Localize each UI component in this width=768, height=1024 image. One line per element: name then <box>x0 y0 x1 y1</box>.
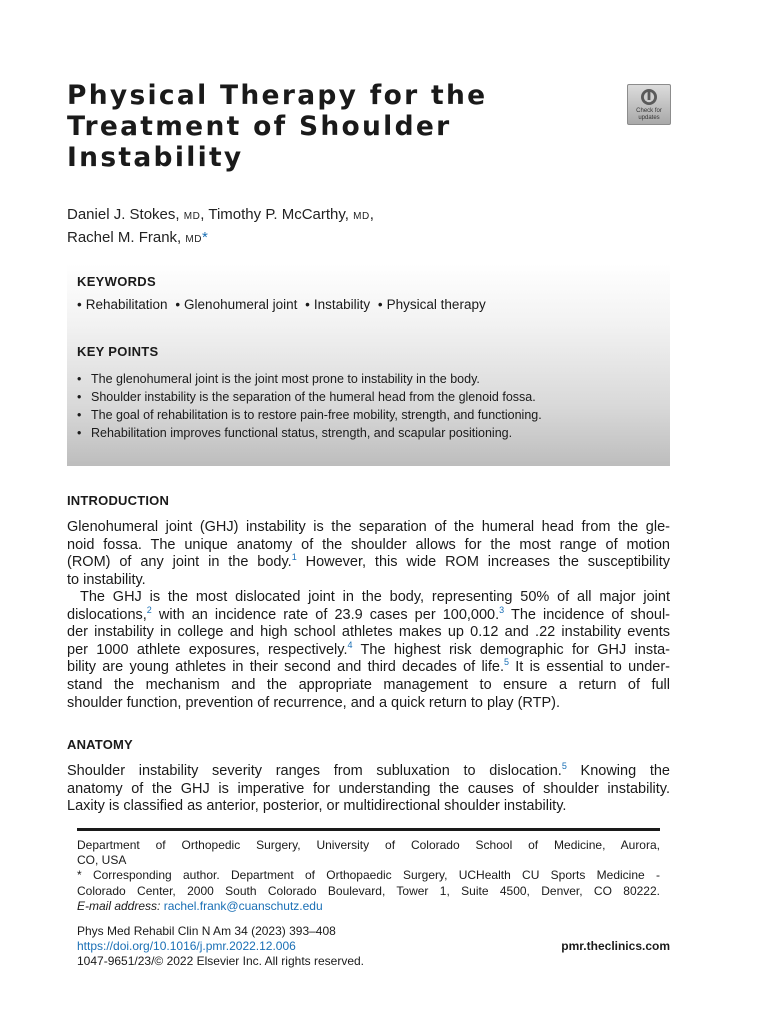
list-item: • Rehabilitation improves functional status, strength, and scapular positioning. <box>77 426 513 440</box>
journal-website[interactable]: pmr.theclinics.com <box>561 939 670 953</box>
title-line: Physical Therapy for the <box>67 80 488 111</box>
reference-link[interactable]: 5 <box>561 761 567 772</box>
introduction-heading: INTRODUCTION <box>67 493 170 508</box>
author-degree: MD <box>185 234 202 245</box>
reference-link[interactable]: 1 <box>291 552 297 563</box>
title-line: Instability <box>67 142 244 173</box>
author-name: Rachel M. Frank, <box>67 229 182 246</box>
keywords-heading: KEYWORDS <box>77 274 156 289</box>
journal-citation: Phys Med Rehabil Clin N Am 34 (2023) 393–408 <box>77 924 336 938</box>
keywords-list: • Rehabilitation • Glenohumeral joint • Instability • Physical therapy <box>77 297 486 312</box>
list-item: • Shoulder instability is the separation of the humeral head from the glenoid fossa. <box>77 390 536 404</box>
introduction-paragraph-2: The GHJ is the most dislocated joint in the body, representing 50% of all major joint dislocations,$^2$ with an incidence rate of 23.9 cases per 100,000.$^3$ The incidence of shoul- der instability in college and high school athletes makes up 0.12 and .22 instability events per 1000 athlete exposures, respectively.$^4$ The highest risk demographic for GHJ insta- bility are young athletes in their second and third decades of life.$^5$ It is essential to under- stand the mechanism and the appropriate management to ensure a return of full shoulder function, prevention of recurrence, and a quick return to play (RTP). <box>67 589 671 711</box>
keyword: Instability <box>313 297 371 312</box>
corresponding-author-link[interactable]: * <box>201 229 208 246</box>
author-name: Daniel J. Stokes, <box>67 206 180 223</box>
author-line: Daniel J. Stokes, MD, Timothy P. McCarthy, MD, <box>67 206 374 223</box>
keyword: Physical therapy <box>386 297 486 312</box>
title-line: Treatment of Shoulder <box>67 111 452 142</box>
reference-link[interactable]: 5 <box>504 657 510 668</box>
copyright-text: 1047-9651/23/© 2022 Elsevier Inc. All rights reserved. <box>77 954 365 969</box>
author-list <box>67 204 374 250</box>
keywords-box <box>67 264 670 466</box>
footnote-affiliation: Department of Orthopedic Surgery, University of Colorado School of Medicine, Aurora, CO, USA * Corresponding author. Department of Orthopaedic Surgery, UCHealth CU Sports Medicine - Colorado Center, 2000 South Colorado Boulevard, Tower 1, Suite 4500, Denver, CO 80222. E-mail address: rachel.frank@cuanschutz.edu <box>77 838 660 913</box>
key-points-list <box>77 370 542 442</box>
anatomy-heading: ANATOMY <box>67 737 133 752</box>
article-title <box>67 80 587 173</box>
key-points-heading: KEY POINTS <box>77 344 159 359</box>
list-item: • The glenohumeral joint is the joint most prone to instability in the body. <box>77 372 480 386</box>
author-name: , Timothy P. McCarthy, <box>200 206 349 223</box>
list-item: • The goal of rehabilitation is to restore pain-free mobility, strength, and functioning. <box>77 408 542 422</box>
email-link[interactable]: rachel.frank@cuanschutz.edu <box>163 898 323 913</box>
author-degree: MD <box>353 211 370 222</box>
keyword: Rehabilitation <box>85 297 168 312</box>
author-degree: MD <box>183 211 201 222</box>
reference-link[interactable]: 2 <box>146 604 152 615</box>
anatomy-paragraph: Shoulder instability severity ranges from subluxation to dislocation.$^5$ Knowing the anatomy of the GHJ is imperative for understanding the causes of shoulder instability. Laxity is classified as anterior, posterior, or multidirectional shoulder instability. <box>67 761 670 815</box>
check-updates-label: Check for updates <box>636 108 662 121</box>
introduction-paragraph-1: Glenohumeral joint (GHJ) instability is the separation of the humeral head from the gle- noid fossa. The unique anatomy of the shoulder allows for the most range of motion (ROM) of any joint in the body.$^1$ However, this wide ROM increases the susceptibility to instability. <box>67 519 670 588</box>
reference-link[interactable]: 4 <box>347 639 353 650</box>
reference-link[interactable]: 3 <box>499 604 505 615</box>
keyword: Glenohumeral joint <box>184 297 298 312</box>
footnote-divider <box>77 828 660 831</box>
author-line <box>67 227 374 250</box>
check-updates-icon <box>640 88 658 106</box>
check-for-updates-button[interactable] <box>627 84 671 125</box>
doi-link[interactable]: https://doi.org/10.1016/j.pmr.2022.12.006 <box>77 939 296 954</box>
